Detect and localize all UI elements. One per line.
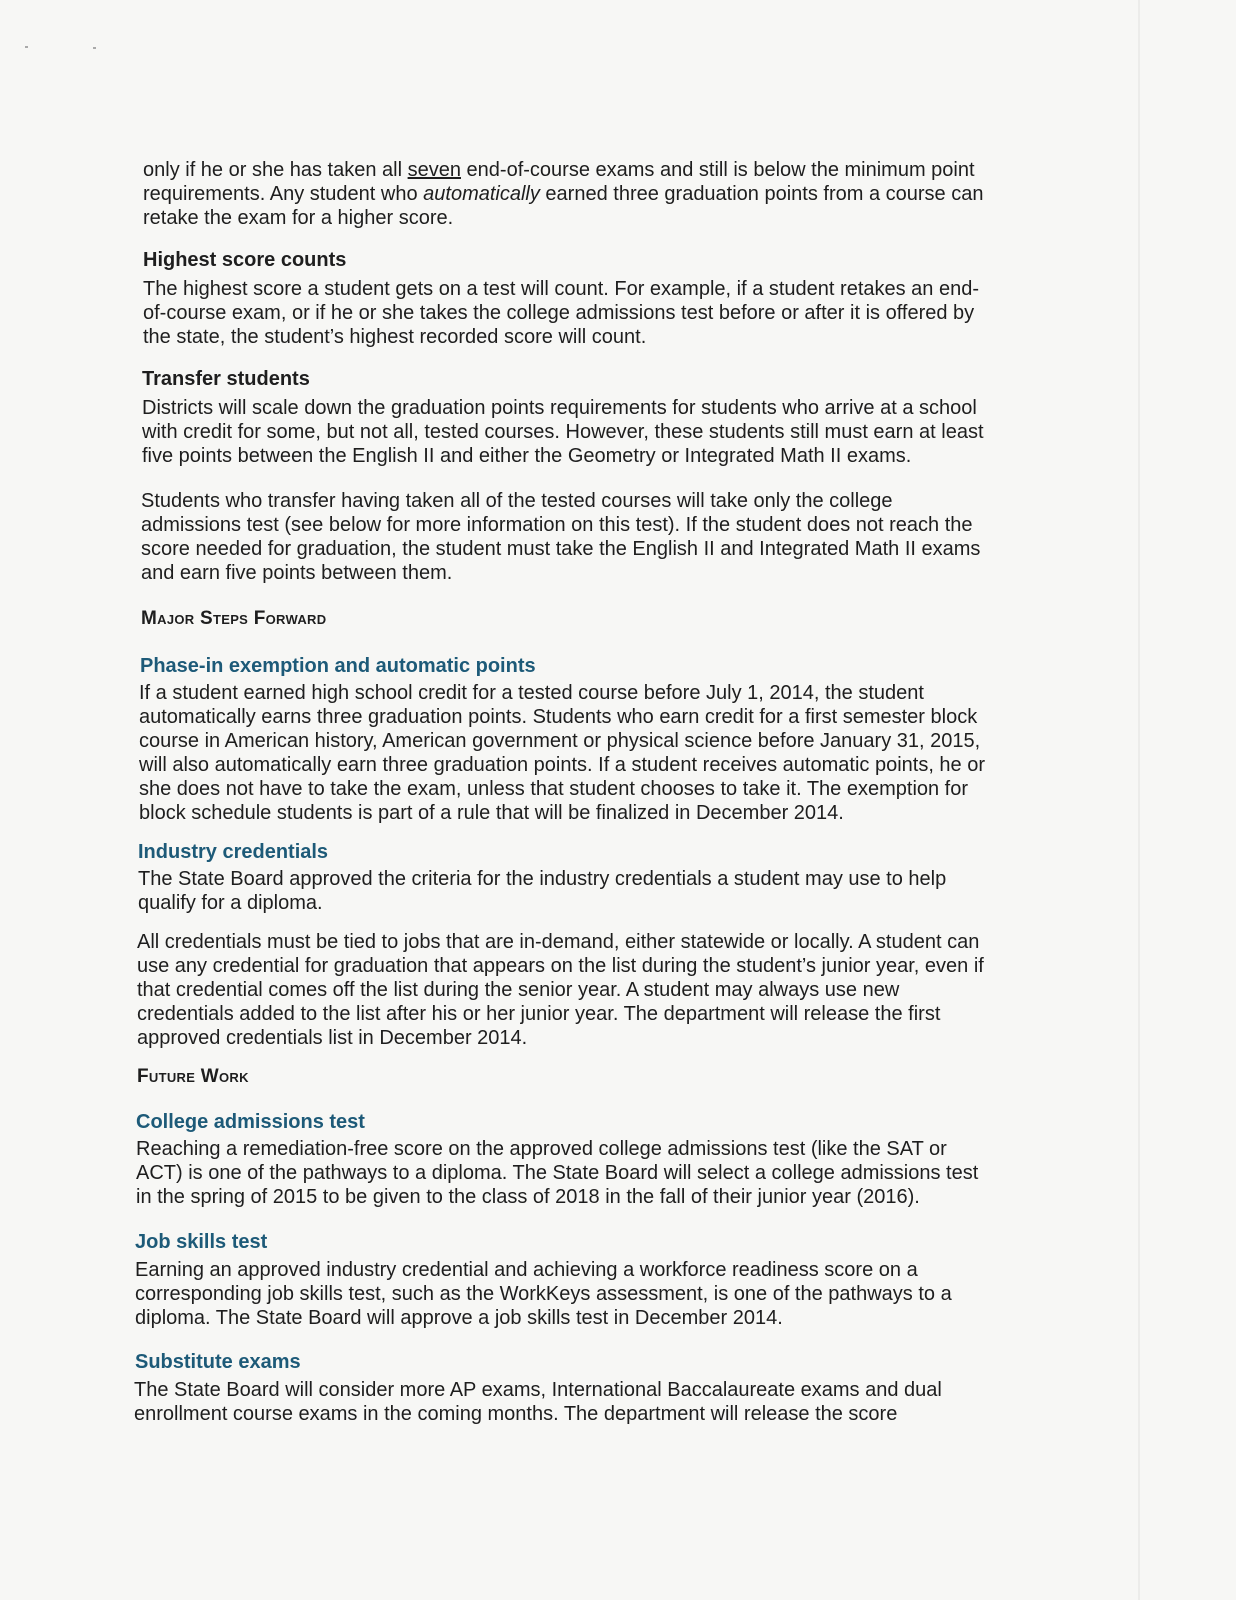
text-line <box>136 1137 1076 1161</box>
text-segment: Earning an approved industry credential and achieving a workforce readiness score on a <box>135 1259 918 1281</box>
text-segment: enrollment course exams in the coming months. The department will release the score <box>134 1403 898 1425</box>
text-line <box>135 1282 1075 1306</box>
underlined-text: seven <box>407 159 461 181</box>
paragraph <box>143 158 1083 230</box>
section-heading: Major Steps Forward <box>141 608 327 629</box>
text-line <box>137 1026 1077 1050</box>
text-segment: of-course exam, or if he or she takes the college admissions test before or after it is offered by <box>143 302 975 324</box>
text-segment: Districts will scale down the graduation points requirements for students who arrive at a school <box>142 397 977 419</box>
text-segment: Reaching a remediation-free score on the approved college admissions test (like the SAT or <box>136 1138 947 1160</box>
scan-edge <box>1138 0 1140 1600</box>
text-line <box>135 1306 1075 1330</box>
text-line <box>143 325 1083 349</box>
text-line <box>135 1258 1075 1282</box>
subsection-heading: Job skills test <box>135 1231 268 1253</box>
text-line <box>143 158 1083 182</box>
paragraph <box>141 489 1081 585</box>
text-segment: Students who transfer having taken all of the tested courses will take only the college <box>141 490 893 512</box>
text-line <box>141 537 1081 561</box>
text-segment: end-of-course exams and still is below the minimum point <box>460 159 975 181</box>
text-line <box>143 206 1083 230</box>
subsection-heading: Transfer students <box>142 368 310 390</box>
paragraph <box>138 867 1078 915</box>
text-segment: only if he or she has taken all <box>143 159 408 181</box>
text-segment: requirements. Any student who <box>143 183 424 205</box>
text-segment: retake the exam for a higher score. <box>143 207 454 229</box>
text-segment: corresponding job skills test, such as the WorkKeys assessment, is one of the pathways to a <box>135 1283 952 1305</box>
text-segment: five points between the English II and either the Geometry or Integrated Math II exams. <box>142 445 912 467</box>
text-line <box>139 753 1079 777</box>
text-line <box>142 396 1082 420</box>
paragraph <box>134 1378 1074 1426</box>
paragraph <box>139 681 1079 825</box>
text-segment: approved credentials list in December 2014. <box>137 1027 528 1049</box>
text-segment: she does not have to take the exam, unless that student chooses to take it. The exemption for <box>139 778 969 800</box>
text-segment: diploma. The State Board will approve a job skills test in December 2014. <box>135 1307 783 1329</box>
paragraph <box>135 1258 1075 1330</box>
text-segment: will also automatically earn three graduation points. If a student receives automatic points, he or <box>139 754 986 776</box>
text-line <box>141 513 1081 537</box>
text-segment: course in American history, American government or physical science before January 31, 2015, <box>139 730 981 752</box>
text-line <box>138 867 1078 891</box>
text-segment: All credentials must be tied to jobs that are in-demand, either statewide or locally. A student can <box>137 931 980 953</box>
text-line <box>139 705 1079 729</box>
text-line <box>138 891 1078 915</box>
text-segment: in the spring of 2015 to be given to the class of 2018 in the fall of their junior year (2016). <box>136 1186 920 1208</box>
paragraph <box>136 1137 1076 1209</box>
text-segment: The State Board approved the criteria for the industry credentials a student may use to help <box>138 868 947 890</box>
text-line <box>137 978 1077 1002</box>
italic-text: automatically <box>423 183 540 205</box>
text-segment: The State Board will consider more AP exams, International Baccalaureate exams and dual <box>134 1379 942 1401</box>
text-line <box>137 1002 1077 1026</box>
text-line <box>141 561 1081 585</box>
scan-speck <box>93 47 96 49</box>
text-segment: ACT) is one of the pathways to a diploma. The State Board will select a college admissions test <box>136 1162 979 1184</box>
text-line <box>134 1402 1074 1426</box>
text-segment: that credential comes off the list during the senior year. A student may always use new <box>137 979 900 1001</box>
text-segment: If a student earned high school credit for a tested course before July 1, 2014, the student <box>139 682 924 704</box>
text-line <box>142 444 1082 468</box>
text-segment: qualify for a diploma. <box>138 892 323 914</box>
section-heading: Future Work <box>137 1066 249 1087</box>
text-line <box>136 1185 1076 1209</box>
text-segment: automatically earns three graduation points. Students who earn credit for a first semester block <box>139 706 978 728</box>
text-segment: score needed for graduation, the student must take the English II and Integrated Math II exams <box>141 538 981 560</box>
subsection-heading: Substitute exams <box>135 1351 301 1373</box>
text-line <box>139 681 1079 705</box>
text-segment: and earn five points between them. <box>141 562 453 584</box>
paragraph <box>143 277 1083 349</box>
subsection-heading: Phase-in exemption and automatic points <box>140 655 536 677</box>
subsection-heading: Highest score counts <box>143 249 347 271</box>
text-segment: block schedule students is part of a rule that will be finalized in December 2014. <box>139 802 844 824</box>
paragraph <box>137 930 1077 1050</box>
text-line <box>143 301 1083 325</box>
text-line <box>136 1161 1076 1185</box>
text-line <box>134 1378 1074 1402</box>
text-segment: with credit for some, but not all, tested courses. However, these students still must earn at least <box>142 421 984 443</box>
subsection-heading: College admissions test <box>136 1111 365 1133</box>
text-line <box>141 489 1081 513</box>
text-segment: the state, the student’s highest recorded score will count. <box>143 326 647 348</box>
text-segment: earned three graduation points from a course can <box>539 183 984 205</box>
text-segment: credentials added to the list after his or her junior year. The department will release the first <box>137 1003 941 1025</box>
text-line <box>139 777 1079 801</box>
text-line <box>139 801 1079 825</box>
text-line <box>143 277 1083 301</box>
paragraph <box>142 396 1082 468</box>
text-segment: admissions test (see below for more information on this test). If the student does not reach the <box>141 514 973 536</box>
text-segment: The highest score a student gets on a test will count. For example, if a student retakes an end- <box>143 278 980 300</box>
text-segment: use any credential for graduation that appears on the list during the student’s junior year, even if <box>137 955 984 977</box>
text-line <box>142 420 1082 444</box>
scan-speck <box>25 46 28 48</box>
text-line <box>137 954 1077 978</box>
text-line <box>143 182 1083 206</box>
text-line <box>139 729 1079 753</box>
text-line <box>137 930 1077 954</box>
subsection-heading: Industry credentials <box>138 841 329 863</box>
